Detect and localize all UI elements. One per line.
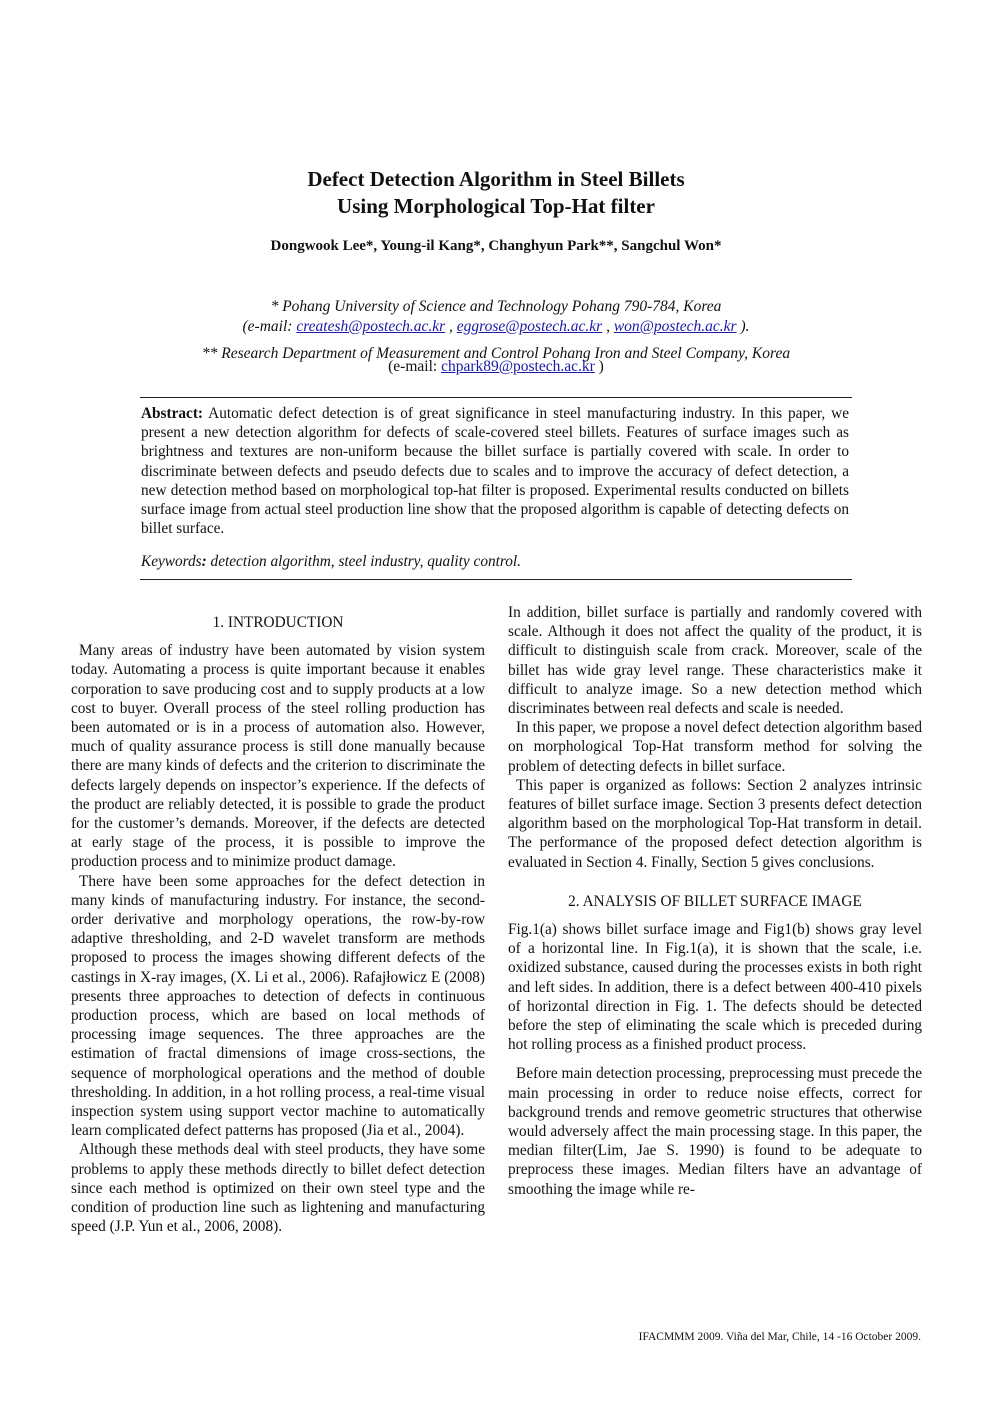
intro-paragraph-6: This paper is organized as follows: Section 2 analyzes intrinsic features of billet surface image. Section 3 presents defect detection algorithm based on the morphological Top-Hat transform in detail. The performance of the proposed defect detection algorithm is evaluated in Section 4. Finally, Section 5 gives conclusions. bbox=[508, 776, 922, 871]
keywords-colon: : bbox=[201, 553, 207, 570]
abstract-top-rule bbox=[140, 397, 852, 398]
email-link-eggrose[interactable]: eggrose@postech.ac.kr bbox=[456, 318, 603, 335]
affiliation-1-emails bbox=[0, 317, 992, 337]
email-prefix: (e-mail: bbox=[388, 358, 442, 375]
email-suffix: ). bbox=[736, 318, 750, 335]
email-separator: , bbox=[602, 318, 614, 335]
abstract-label: Abstract: bbox=[141, 405, 204, 422]
keywords-text: detection algorithm, steel industry, quality control. bbox=[206, 553, 521, 570]
keywords bbox=[141, 553, 849, 571]
intro-paragraph-1: Many areas of industry have been automated by vision system today. Automating a process is quite important because it enables corporation to save producing cost and to supply products at a low cost to buyer. Overall process of the steel rolling production has been automated or is in a process of automation also. However, much of quality assurance process is still done manually because there are many kinds of defects and the criterion to discriminate the defects largely depends on inspector’s experience. If the defects of the product are reliably detected, it is possible to grade the product for the customer’s demands. Moreover, if the defects are detected at early stage of the process, it is possible to improve the production process and to minimize product damage. bbox=[71, 642, 485, 871]
intro-paragraph-3: Although these methods deal with steel products, they have some problems to apply these methods directly to billet defect detection since each method is optimized on their own steel type and the condition of production line such as lightening and manufacturing speed (J.P. Yun et al., 2006, 2008). bbox=[71, 1141, 485, 1236]
intro-paragraph-4: In addition, billet surface is partially and randomly covered with scale. Although it does not affect the quality of the product, it is difficult to distinguish scale from crack. Moreover, scale of the billet has wide gray level range. These characteristics make it difficult to analyze image. So a new detection method which discriminates between real defects and scale is needed. bbox=[508, 604, 922, 718]
keywords-label: Keywords bbox=[141, 553, 202, 570]
email-link-won[interactable]: won@postech.ac.kr bbox=[613, 318, 737, 335]
affiliation-1 bbox=[0, 297, 992, 337]
abstract-bottom-rule bbox=[140, 579, 852, 580]
title-line-2: Using Morphological Top-Hat filter bbox=[337, 194, 655, 218]
left-column bbox=[71, 613, 485, 1237]
email-link-chpark89[interactable]: chpark89@postech.ac.kr bbox=[441, 358, 595, 375]
abstract bbox=[141, 404, 849, 538]
intro-paragraph-5: In this paper, we propose a novel defect detection algorithm based on morphological Top-Hat transform method for solving the problem of detecting defects in billet surface. bbox=[508, 719, 922, 775]
email-link-createsh[interactable]: createsh@postech.ac.kr bbox=[296, 318, 446, 335]
paper-title bbox=[0, 166, 992, 220]
email-suffix: ) bbox=[594, 358, 604, 375]
right-column bbox=[508, 603, 922, 1199]
affiliation-2-institution: ** Research Department of Measurement and Control Pohang Iron and Steel Company, Korea bbox=[201, 345, 791, 362]
affiliation-1-institution: * Pohang University of Science and Technology Pohang 790-784, Korea bbox=[270, 298, 722, 315]
section-1-heading: 1. INTRODUCTION bbox=[212, 614, 344, 631]
email-separator: , bbox=[445, 318, 457, 335]
section-2-heading: 2. ANALYSIS OF BILLET SURFACE IMAGE bbox=[568, 892, 862, 910]
affiliation-2-emails bbox=[0, 358, 992, 376]
author-list: Dongwook Lee*, Young-il Kang*, Changhyun Park**, Sangchul Won* bbox=[270, 238, 722, 254]
email-prefix: (e-mail: bbox=[242, 318, 297, 335]
analysis-paragraph-2: Before main detection processing, preprocessing must precede the main processing in order to reduce noise effects, correct for background trends and remove geometric structures that otherwise would adversely affect the main processing stage. In this paper, the median filter(Lim, Jae S. 1990) is found to be adequate to preprocess these images. Median filters have an advantage of smoothing the image while re- bbox=[508, 1065, 922, 1198]
intro-paragraph-2: There have been some approaches for the defect detection in many kinds of manufacturing industry. For instance, the second-order derivative and morphology operations, the row-by-row adaptive thresholding, and 2-D wavelet transform are methods proposed to process the images showing different defects of the castings in X-ray images, (X. Li et al., 2006). Rafajłowicz E (2008) presents three approaches to detection of defects in continuous production process, which are based on local methods of processing image sequences. The three approaches are the estimation of fractal dimensions of image cross-sections, the sequence of morphological operations and the method of double thresholding. In addition, in a hot rolling process, a real-time visual inspection system using support vector machine to automatically learn complicated defect patterns has proposed (Jia et al., 2004). bbox=[71, 872, 485, 1140]
abstract-text: Automatic defect detection is of great significance in steel manufacturing industry. In this paper, we present a new detection algorithm for defects of scale-covered steel billets. Features of surface images such as brightness and textures are non-uniform because the billet surface is partially covered with scale. In order to discriminate between defects and pseudo defects due to scales and to improve the accuracy of defect detection, a new detection method based on morphological top-hat filter is proposed. Experimental results conducted on billets surface image from actual steel production line show that the proposed algorithm is capable of detecting defects on billet surface. bbox=[141, 405, 849, 538]
page-footer: IFACMMM 2009. Viña del Mar, Chile, 14 -16 October 2009. bbox=[638, 1331, 921, 1343]
title-line-1: Defect Detection Algorithm in Steel Billets bbox=[307, 167, 685, 191]
analysis-paragraph-1: Fig.1(a) shows billet surface image and Fig1(b) shows gray level of a horizontal line. In Fig.1(a), it is shown that the scale, i.e. oxidized substance, caused during the processes exists in both right and left sides. In addition, there is a defect between 400-410 pixels of horizontal direction in Fig. 1. The defects should be detected before the step of eliminating the scale which is preceded during hot rolling process as a finished product process. bbox=[508, 921, 922, 1054]
